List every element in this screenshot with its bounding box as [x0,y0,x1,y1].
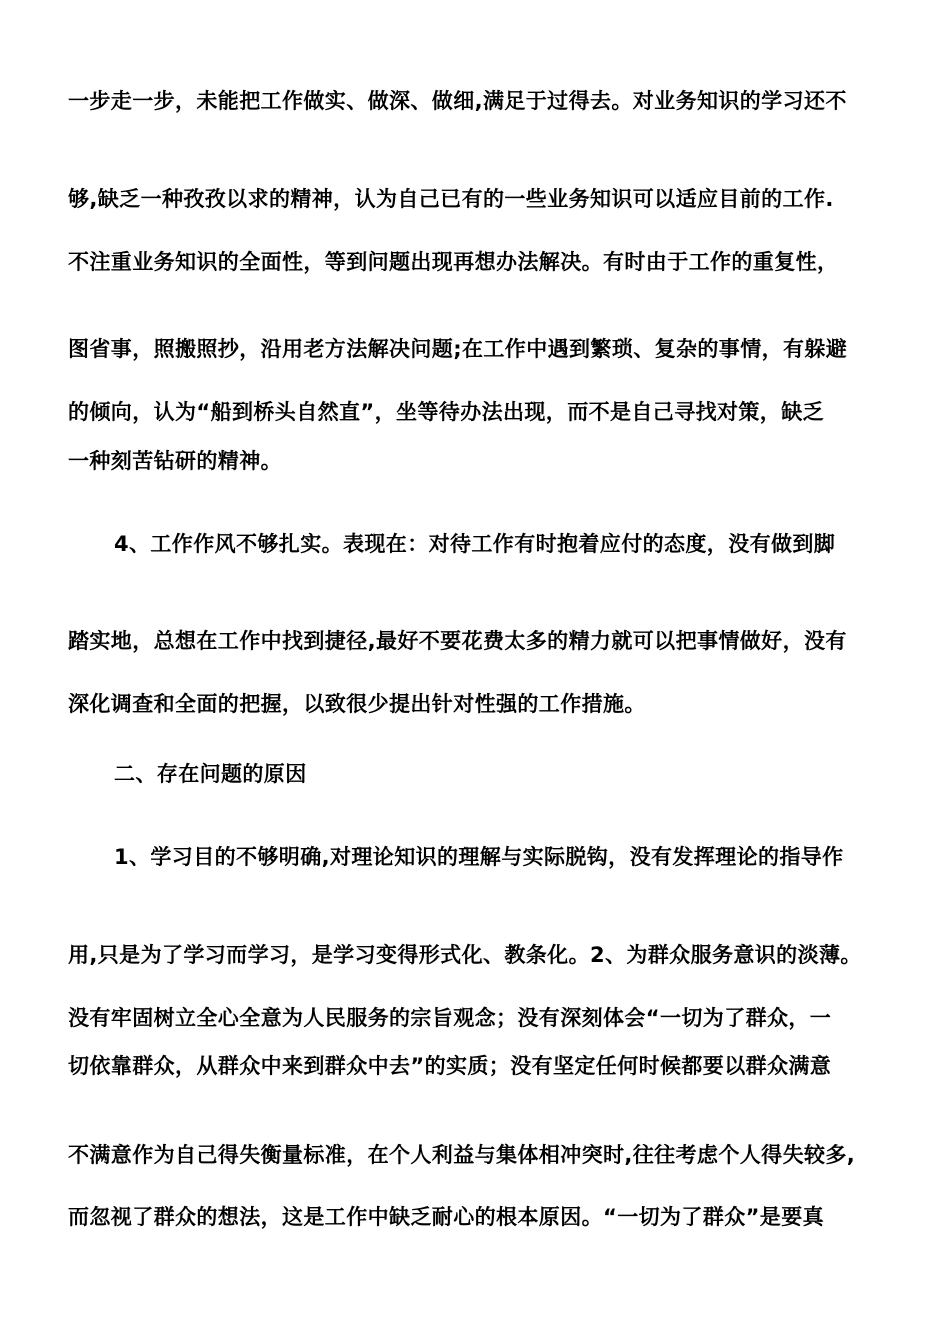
section-heading: 二、存在问题的原因 [114,762,307,786]
paragraph-line-12: 用,只是为了学习而学习，是学习变得形式化、教条化。2、为群众服务意识的淡薄。 [68,943,862,967]
paragraph-line-8: 踏实地，总想在工作中找到捷径,最好不要花费太多的精力就可以把事情做好，没有 [68,629,847,653]
paragraph-line-9: 深化调查和全面的把握，以致很少提出针对性强的工作措施。 [68,692,646,716]
paragraph-line-3: 不注重业务知识的全面性，等到问题出现再想办法解决。有时由于工作的重复性， [68,250,839,274]
paragraph-line-6: 一种刻苦钻研的精神。 [68,449,282,473]
paragraph-line-5: 的倾向，认为“船到桥头自然直”，坐等待办法出现，而不是自己寻找对策，缺乏 [68,400,825,424]
paragraph-line-2: 够,缺乏一种孜孜以求的精神，认为自己已有的一些业务知识可以适应目前的工作. [68,187,834,211]
paragraph-line-13: 没有牢固树立全心全意为人民服务的宗旨观念；没有深刻体会“一切为了群众，一 [68,1006,832,1030]
paragraph-line-15: 不满意作为自己得失衡量标准，在个人利益与集体相冲突时,往往考虑个人得失较多, [68,1143,856,1167]
paragraph-line-16: 而忽视了群众的想法，这是工作中缺乏耐心的根本原因。“一切为了群众”是要真 [68,1205,825,1229]
paragraph-line-11: 1、学习目的不够明确,对理论知识的理解与实际脱钩，没有发挥理论的指导作 [114,845,844,869]
paragraph-line-1: 一步走一步，未能把工作做实、做深、做细,满足于过得去。对业务知识的学习还不 [68,89,847,113]
paragraph-line-7: 4、工作作风不够扎实。表现在：对待工作有时抱着应付的态度，没有做到脚 [114,532,836,556]
paragraph-line-14: 切依靠群众，从群众中来到群众中去”的实质；没有坚定任何时候都要以群众满意 [68,1054,832,1078]
paragraph-line-4: 图省事，照搬照抄，沿用老方法解决问题;在工作中遇到繁琐、复杂的事情，有躲避 [68,337,848,361]
